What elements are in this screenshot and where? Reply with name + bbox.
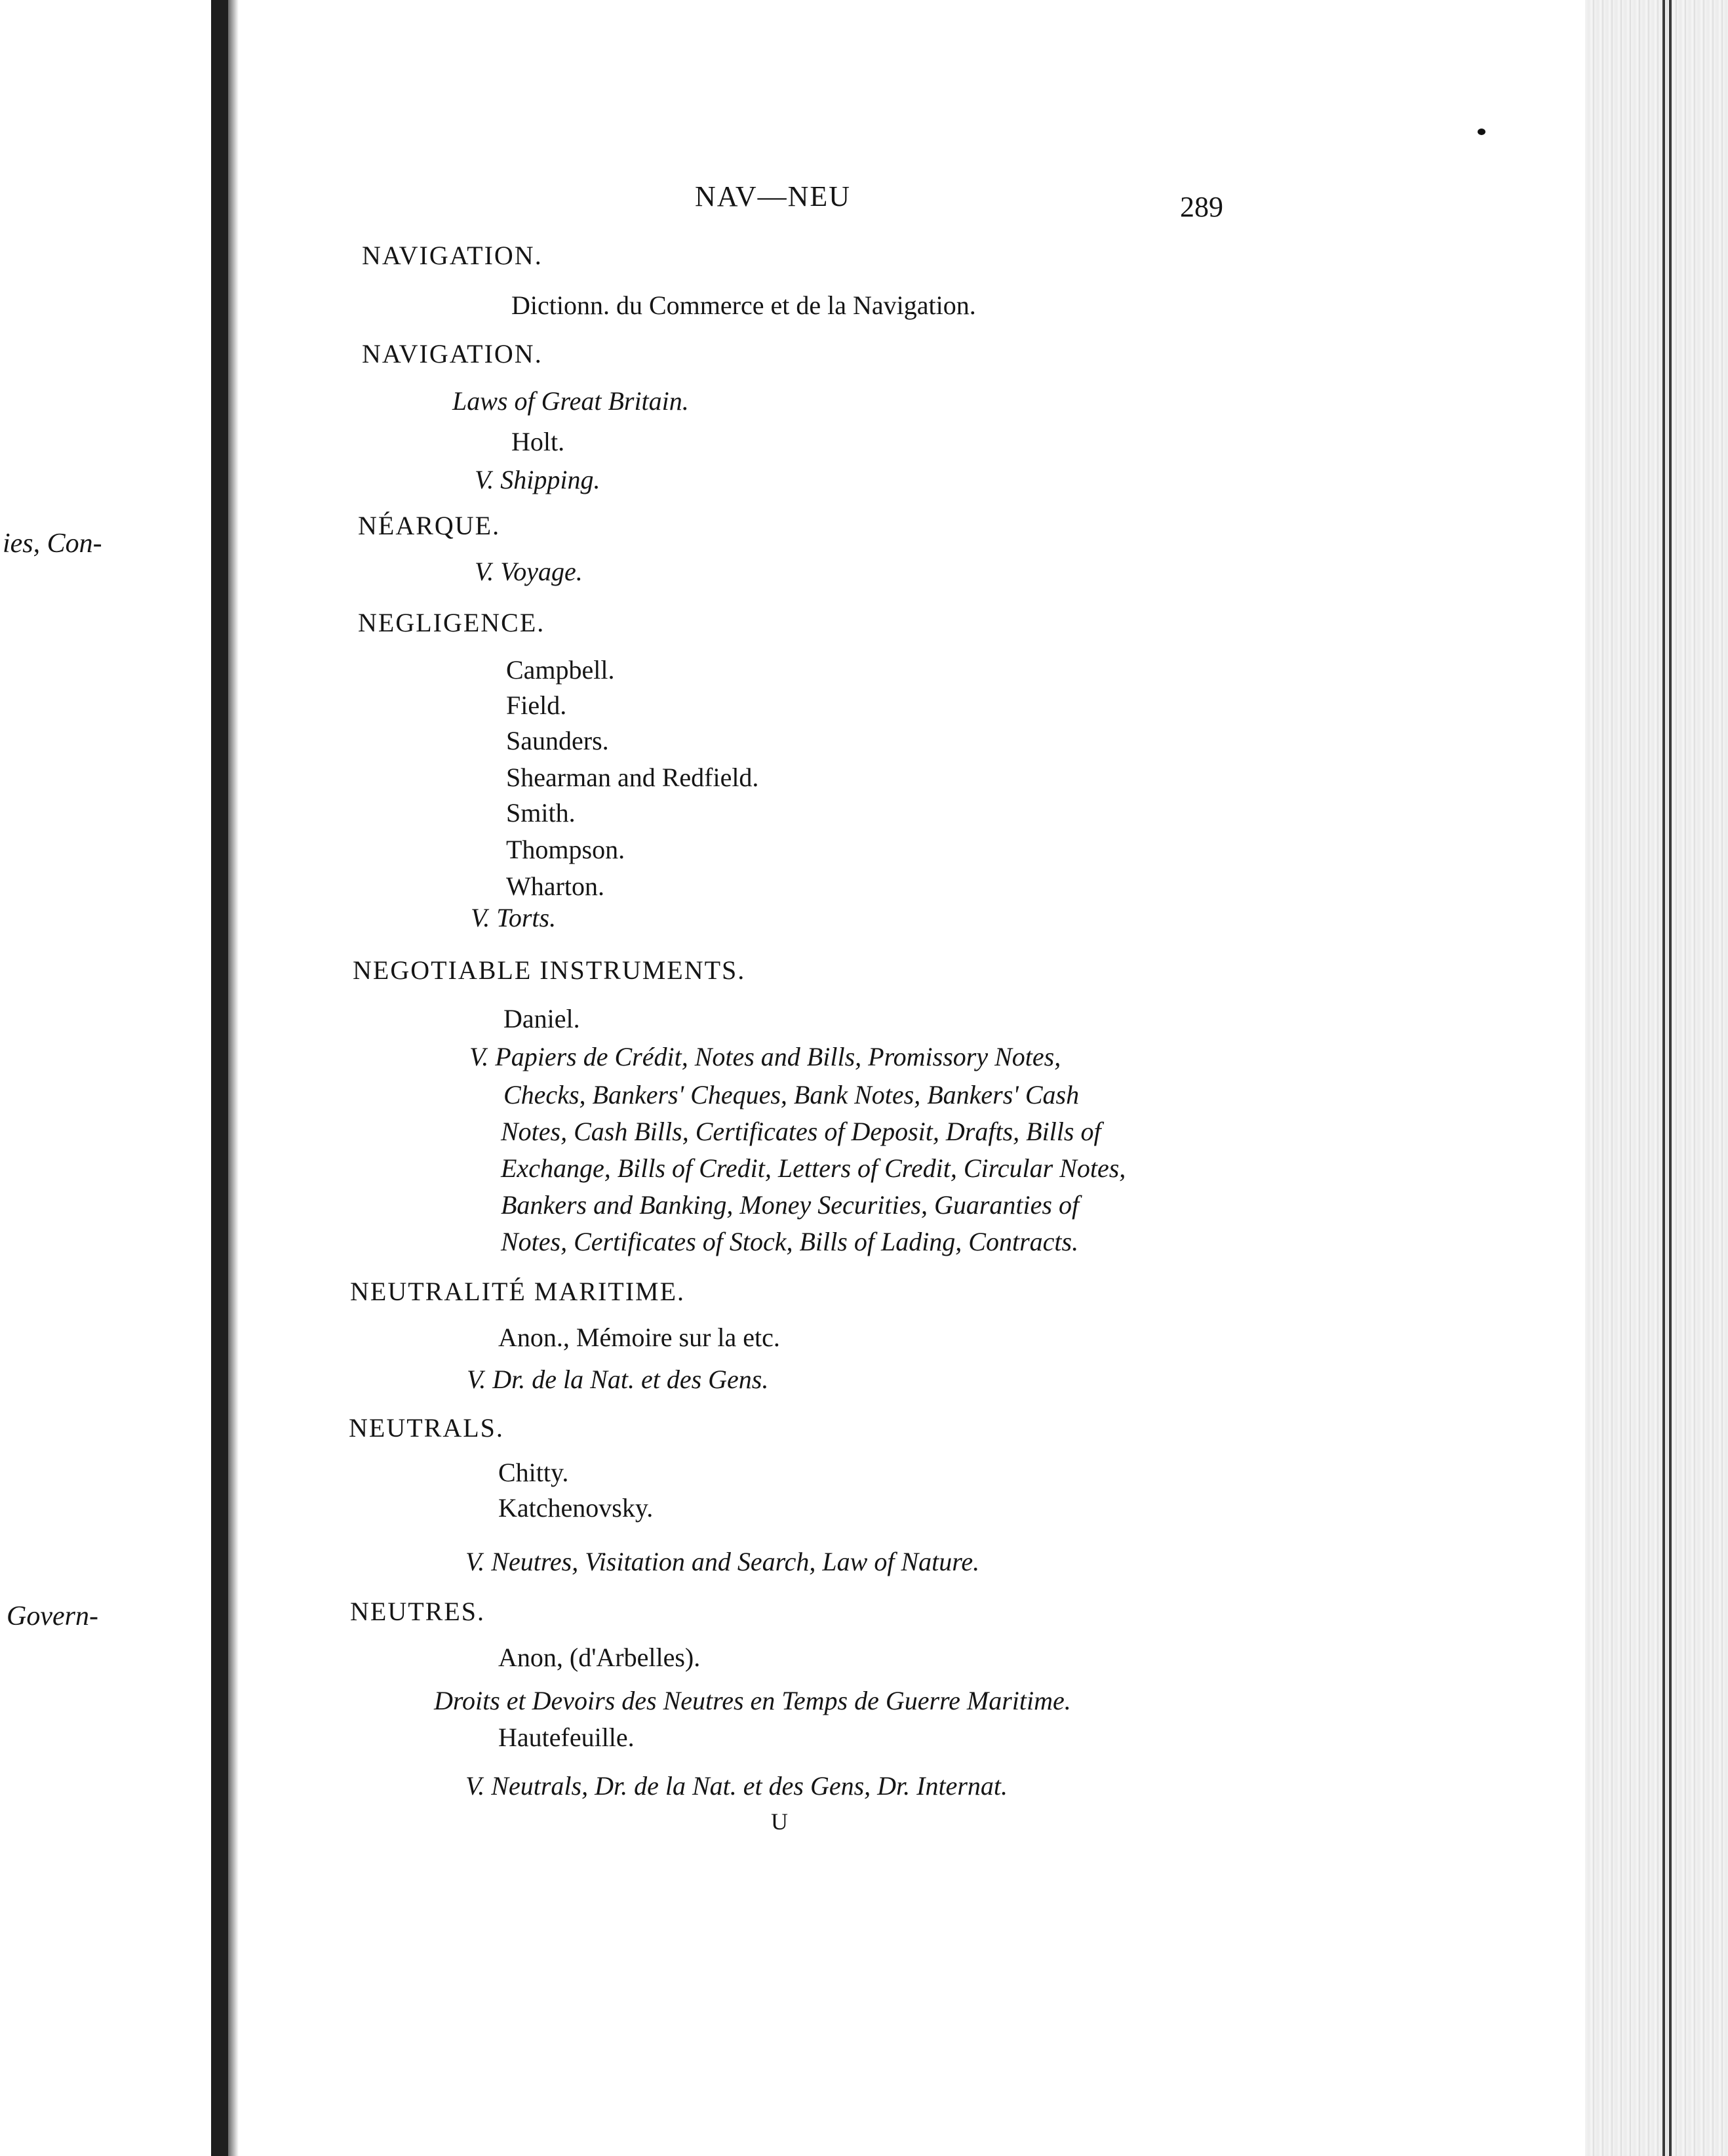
see-also: V. Shipping. (475, 465, 600, 494)
entry-line: Smith. (506, 798, 576, 828)
see-also: Bankers and Banking, Money Securities, Guaranties of (501, 1190, 1080, 1220)
entry-heading: NAVIGATION. (362, 241, 543, 270)
see-also: V. Neutrals, Dr. de la Nat. et des Gens, Dr. Internat. (465, 1771, 1008, 1801)
see-also: Checks, Bankers' Cheques, Bank Notes, Bankers' Cash (503, 1080, 1080, 1109)
entry-subheading: Laws of Great Britain. (452, 386, 689, 416)
left-page-fragment: Govern- (7, 1601, 98, 1631)
see-also: Exchange, Bills of Credit, Letters of Credit, Circular Notes, (501, 1153, 1126, 1183)
entry-heading: NAVIGATION. (362, 339, 543, 369)
ink-speck (1478, 129, 1485, 135)
see-also: V. Torts. (471, 903, 557, 932)
entry-line: Daniel. (503, 1004, 580, 1033)
see-also: Notes, Cash Bills, Certificates of Deposit, Drafts, Bills of (501, 1117, 1101, 1146)
book-binding-shadow (211, 0, 228, 2156)
entry-line: Thompson. (506, 835, 625, 864)
entry-line: Wharton. (506, 871, 604, 901)
entry-heading: NEGOTIABLE INSTRUMENTS. (353, 955, 746, 985)
entry-line: Field. (506, 690, 567, 720)
see-also: V. Papiers de Crédit, Notes and Bills, Promissory Notes, (469, 1042, 1061, 1071)
entry-line: Hautefeuille. (498, 1723, 635, 1752)
page-edges (1585, 0, 1728, 2156)
entry-line: Anon, (d'Arbelles). (498, 1643, 701, 1672)
see-also: V. Neutres, Visitation and Search, Law of Nature. (465, 1547, 980, 1576)
page-number: 289 (1180, 191, 1223, 223)
entry-line: Holt. (511, 427, 565, 456)
running-header: NAV—NEU (695, 180, 852, 212)
entry-line: Anon., Mémoire sur la etc. (498, 1323, 780, 1352)
entry-subheading: Droits et Devoirs des Neutres en Temps de Guerre Maritime. (434, 1686, 1071, 1715)
signature-mark: U (771, 1808, 788, 1835)
left-page-fragment: ies, Con- (3, 529, 102, 559)
entry-heading: NEUTRALS. (349, 1413, 504, 1443)
binding-gradient (228, 0, 239, 2156)
page-edge-line (1662, 0, 1665, 2156)
entry-heading: NÉARQUE. (358, 511, 501, 540)
entry-line: Campbell. (506, 655, 615, 685)
see-also: Notes, Certificates of Stock, Bills of Lading, Contracts. (501, 1227, 1079, 1256)
entry-line: Saunders. (506, 726, 609, 755)
entry-line: Dictionn. du Commerce et de la Navigation. (511, 290, 976, 320)
entry-heading: NEUTRALITÉ MARITIME. (350, 1277, 686, 1306)
page-edge-line (1669, 0, 1672, 2156)
entry-heading: NEGLIGENCE. (358, 608, 545, 637)
see-also: V. Voyage. (475, 557, 583, 586)
see-also: V. Dr. de la Nat. et des Gens. (467, 1365, 769, 1394)
entry-heading: NEUTRES. (350, 1597, 485, 1626)
entry-line: Katchenovsky. (498, 1493, 654, 1523)
entry-line: Shearman and Redfield. (506, 763, 759, 792)
entry-line: Chitty. (498, 1458, 569, 1487)
